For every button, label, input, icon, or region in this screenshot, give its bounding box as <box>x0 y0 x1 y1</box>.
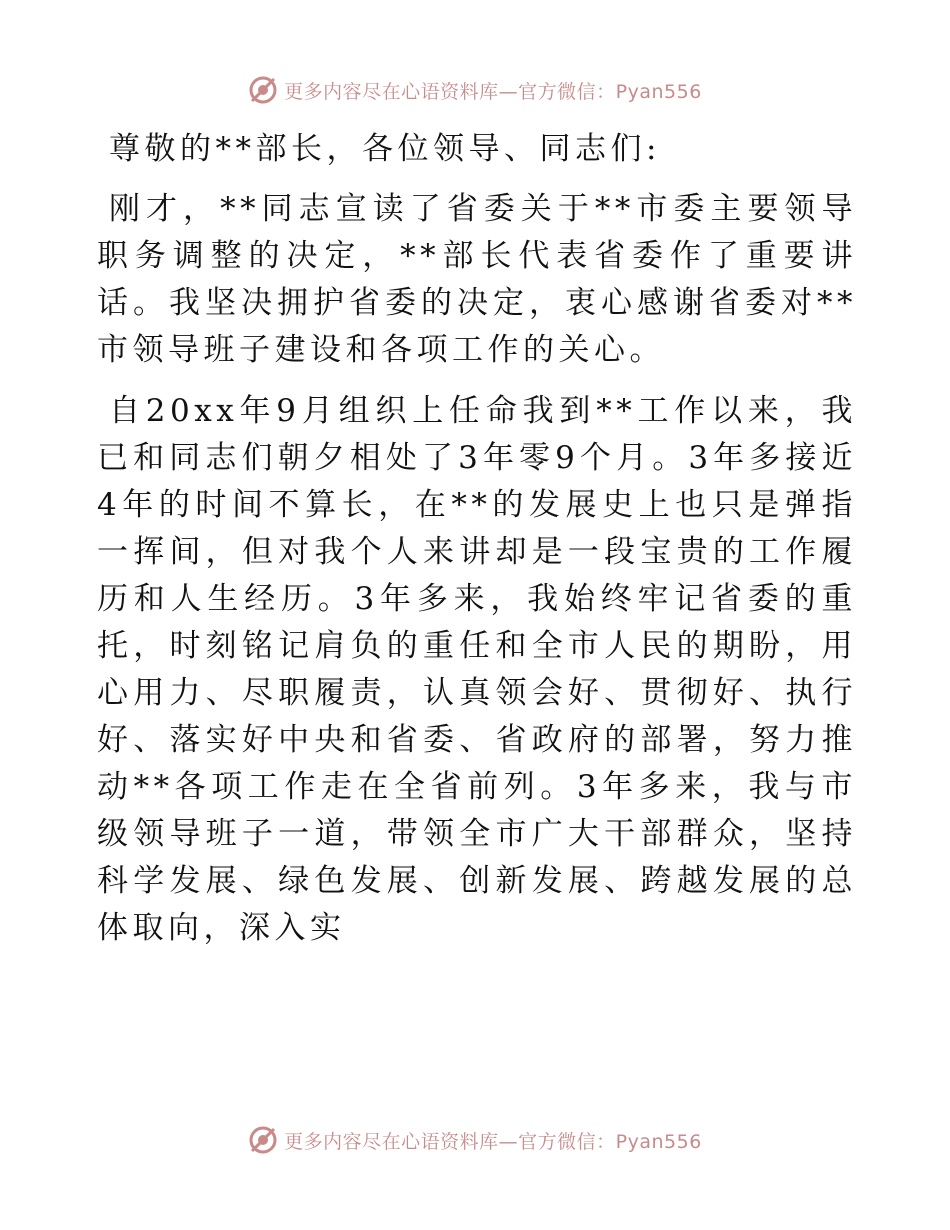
paragraph-2: 自20xx年9月组织上任命我到**工作以来，我已和同志们朝夕相处了3年零9个月。3年多接近4年的时间不算长，在**的发展史上也只是弹指一挥间，但对我个人来讲却是一段宝贵的工作履历和人生经历。3年多来，我始终牢记省委的重托，时刻铭记肩负的重任和全市人民的期盼，用心用力、尽职履责，认真领会好、贯彻好、执行好、落实好中央和省委、省政府的部署，努力推动**各项工作走在全省前列。3年多来，我与市级领导班子一道，带领全市广大干部群众，坚持科学发展、绿色发展、创新发展、跨越发展的总体取向，深入实 <box>97 393 857 946</box>
watermark-logo-icon <box>248 1125 278 1155</box>
document-body <box>97 126 857 952</box>
watermark-text: 更多内容尽在心语资料库—官方微信：Pyan556 <box>284 80 702 103</box>
footer-watermark <box>0 1120 950 1160</box>
watermark-text: 更多内容尽在心语资料库—官方微信：Pyan556 <box>284 1130 702 1153</box>
paragraph-1: 刚才，**同志宣读了省委关于**市委主要领导职务调整的决定，**部长代表省委作了重要讲话。我坚决拥护省委的决定，衷心感谢省委对**市领导班子建设和各项工作的关心。 <box>97 191 857 368</box>
watermark-logo-icon <box>248 75 278 105</box>
salutation: 尊敬的**部长，各位领导、同志们: <box>109 131 661 167</box>
header-watermark <box>0 70 950 110</box>
